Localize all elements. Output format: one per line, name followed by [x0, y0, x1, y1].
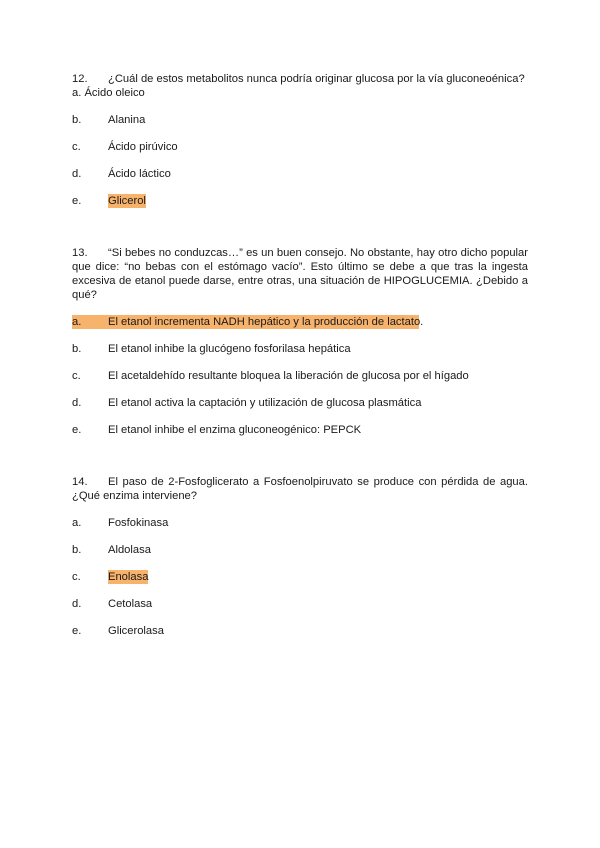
option-b	[72, 543, 528, 557]
question-13	[72, 246, 528, 437]
option-letter: a.	[72, 87, 82, 99]
question-number: 12.	[72, 73, 88, 85]
option-letter: d.	[72, 598, 82, 610]
option-text: Ácido oleico	[84, 87, 145, 99]
question-stem: “Si bebes no conduzcas…” es un buen consejo. No obstante, hay otro dicho popular que dice: “no bebas con el estómago vacío”. Esto último se debe a que tras la ingesta excesiva de etanol puede darse, entre otras, una situación de HIPOGLUCEMIA. ¿Debido a qué?	[72, 247, 528, 301]
option-b	[72, 113, 528, 127]
option-c	[72, 140, 528, 154]
question-text	[72, 72, 528, 100]
question-14	[72, 475, 528, 638]
option-text: Fosfokinasa	[108, 517, 169, 529]
option-text: Glicerolasa	[108, 625, 164, 637]
option-letter: c.	[72, 370, 81, 382]
option-text: El etanol activa la captación y utilización de glucosa plasmática	[108, 397, 422, 409]
option-e	[72, 624, 528, 638]
option-text: Glicerol	[108, 195, 146, 207]
question-12	[72, 72, 528, 208]
option-letter: a.	[72, 316, 82, 328]
option-text: Aldolasa	[108, 544, 151, 556]
option-letter: a.	[72, 517, 82, 529]
option-text: Ácido láctico	[108, 168, 171, 180]
option-letter: c.	[72, 141, 81, 153]
option-letter: d.	[72, 168, 82, 180]
option-d	[72, 167, 528, 181]
option-text: Enolasa	[108, 571, 149, 583]
option-letter: e.	[72, 195, 82, 207]
option-letter: b.	[72, 114, 82, 126]
option-a-highlighted	[72, 315, 528, 329]
option-letter: d.	[72, 397, 82, 409]
option-c	[72, 369, 528, 383]
question-text	[72, 475, 528, 503]
option-letter: c.	[72, 571, 81, 583]
question-stem: ¿Cuál de estos metabolitos nunca podría originar glucosa por la vía gluconeoénica?	[108, 73, 525, 85]
question-number: 13.	[72, 247, 88, 259]
option-letter: b.	[72, 343, 82, 355]
option-text: El acetaldehído resultante bloquea la liberación de glucosa por el hígado	[108, 370, 469, 382]
option-e-highlighted	[72, 194, 528, 208]
option-text: Ácido pirúvico	[108, 141, 178, 153]
option-letter: b.	[72, 544, 82, 556]
option-text: El etanol incrementa NADH hepático y la producción de lactato.	[108, 316, 424, 328]
option-text: Alanina	[108, 114, 146, 126]
option-d	[72, 597, 528, 611]
option-text: El etanol inhibe el enzima gluconeogénico: PEPCK	[108, 424, 362, 436]
question-stem: El paso de 2-Fosfoglicerato a Fosfoenolpiruvato se produce con pérdida de agua. ¿Qué enzima interviene?	[72, 476, 528, 502]
question-number: 14.	[72, 476, 88, 488]
option-b	[72, 342, 528, 356]
question-text	[72, 246, 528, 302]
option-letter: e.	[72, 625, 82, 637]
option-c-highlighted	[72, 570, 528, 584]
option-d	[72, 396, 528, 410]
option-text: Cetolasa	[108, 598, 153, 610]
option-letter: e.	[72, 424, 82, 436]
document-page	[72, 72, 528, 638]
option-text: El etanol inhibe la glucógeno fosforilasa hepática	[108, 343, 351, 355]
option-a	[72, 516, 528, 530]
option-e	[72, 423, 528, 437]
